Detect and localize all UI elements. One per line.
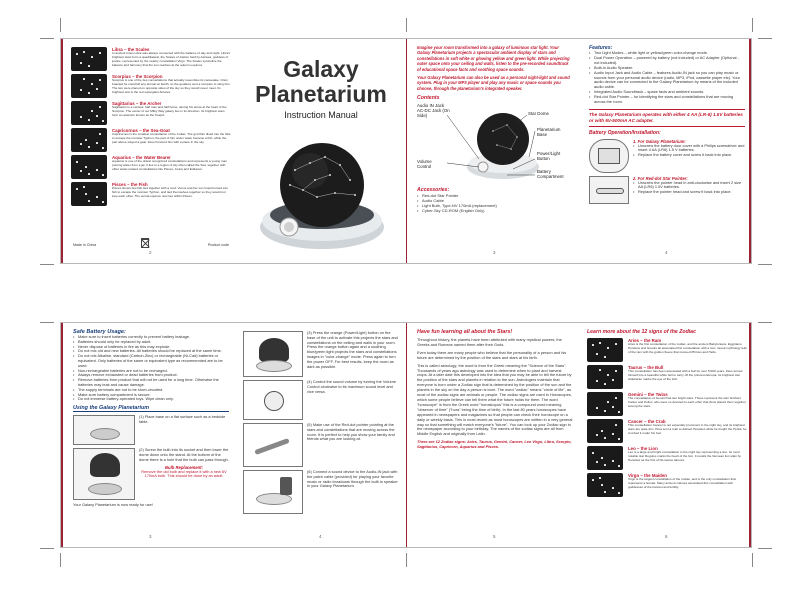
- crop-mark: [758, 322, 772, 323]
- power-note-box: [589, 109, 745, 127]
- battery-diagram-1: [589, 139, 629, 173]
- zodiac-sign-entry: [71, 128, 231, 152]
- accessories-heading: Accessories:: [417, 187, 450, 194]
- bulb-heading: Bulb Replacement:: [165, 464, 203, 470]
- sign-description: Aquarius is one of the oldest recognized constellations and represents a young man pouring water from a jar. It lies in a region of sky often called the Sea, together with other water-related constellations like Pisces, Cetus and Eridanus.: [112, 159, 227, 171]
- zodiac-sign-entry: [71, 101, 231, 125]
- cover-subtitle: Instruction Manual: [284, 110, 358, 120]
- sign-description: Scorpius is one of the few constellations that actually resembles its namesake. Orion boasted he could kill any animal on Earth, so the goddess sent a scorpion to sting him. The two were placed on opposite sides of the sky so they would never meet. Its brightest star is the red supergiant Antares.: [112, 78, 231, 94]
- cover-title-line1: Galaxy: [283, 56, 359, 82]
- cover-title-line2: Planetarium: [255, 81, 387, 107]
- astrology-heading: Have fun learning all about the Stars!: [417, 329, 513, 335]
- step1-illustration: [73, 415, 135, 445]
- ready-text: Your Galaxy Planetarium is now ready for use!: [73, 502, 153, 508]
- sign-description: Sagittarius is a centaur, half man and half horse, aiming his arrow at the heart of the Scorpion. The center of our Milky Way galaxy lies in its direction. Its brightest stars form an asterism known as the Teapot.: [112, 105, 227, 117]
- sign-description: This constellation has been associated with a bull for over 5,000 years. Zeus turned himself into a beautiful white bull to carry off the princess Europa. Its brightest star Aldebaran marks the eye of the bull.: [628, 369, 743, 381]
- crop-mark: [40, 322, 54, 323]
- zodiac-sign-entry: [587, 365, 747, 389]
- list-item: • Never dispose of batteries in fire as this may explode.: [73, 345, 229, 350]
- list-item: • Cyber-Sky CD-ROM (English Only): [417, 208, 573, 213]
- sign-description: The constellation of Gemini has two bright stars. These represent the twin brothers Castor and Pollux, who were so devoted to each other that Zeus placed them together among the stars.: [628, 396, 746, 408]
- page-number: 4: [665, 250, 668, 255]
- using-step-2: (2) Screw the bulb into its socket and then lower the dome down onto the stand. At the bottom of the dome there is a hole that the bulb can pass through.: [139, 447, 229, 462]
- spread-top: [60, 38, 752, 264]
- constellation-image: [587, 446, 623, 470]
- step3-illustration: [243, 331, 303, 377]
- astrology-p1: Throughout history, the planets have been attributed with many mystical powers; the Greeks and Romans named them after their Gods.: [417, 337, 562, 347]
- constellation-image: [71, 101, 107, 125]
- sign-name: Libra – the Scales: [112, 47, 150, 52]
- page-number: 6: [665, 534, 668, 539]
- list-item: • Two Light Modes – white light or yellow/green color-change mode.: [589, 51, 745, 56]
- sign-list: [587, 338, 747, 497]
- using-step-3: (3) Press the orange (Power/Light) button on the base of the unit to activate this projects the stars and constellations on the ceiling and walls in your room. Press the orange button again and a soothing blue/green light projects the stars and constellations images in "color-change" mode. Press again to turn the power OFF. For best results, keep the room as dark as possible.: [307, 330, 398, 369]
- list-item: • Remove batteries from product that will not be used for a long time. Otherwise the batteries may leak and cause damage.: [73, 378, 229, 388]
- contents-heading: Contents: [417, 95, 440, 102]
- bulb-text: Remove the old bulb and replace it with a new 6V 170mA bulb. This should be done by an adult.: [141, 468, 227, 479]
- battery-diagram-2: [589, 176, 629, 204]
- intro-paragraph-1: Imagine your room transformed into a galaxy of luminous star light. Your Galaxy Planetarium projects a spectacular ambient display of stars and constellations in soft white or glowing yellow and green light. While projecting outer space onto your ceiling and walls, listen to the pre-recorded soundtrack of educational space facts and soothing space sounds.: [417, 45, 570, 72]
- sign-description: Aries is the first constellation of the zodiac, and the ancient Babylonians, Egyptians, Persians and Greeks all associated this constellation with a ram. Greek mythology tells of the ram with the golden fleece that rescued Phrixus and Helle.: [628, 342, 747, 354]
- label-volume-control: Volume Control: [417, 159, 432, 170]
- sign-description: Capricornus is the smallest constellation of the zodiac. The god Pan dived into the Nile to escape the monster Typhon; the part of him under water became a fish, while the part above stayed a goat. Zeus honored him with a place in the sky.: [112, 132, 231, 144]
- battery-heading: Battery Operation/Installation:: [589, 129, 661, 136]
- step2-heading: 2. For Red-dot Star Pointer:: [633, 175, 688, 181]
- sign-name: Capricornus – the Sea-Goat: [112, 128, 170, 133]
- list-item: • Make sure to insert batteries correctly to prevent battery leakage.: [73, 335, 229, 340]
- planetarium-image: [255, 135, 389, 255]
- sign-name: Leo – the Lion: [628, 446, 658, 451]
- step4-illustration: [243, 380, 303, 420]
- list-item: • Always remove exhausted or dead batteries from product.: [73, 373, 229, 378]
- astrology-p3: This is called astrology; the word is from the Greek meaning the "Science of the Stars". Thousands of years ago astrology was used to determine when to plant and harvest crops. At a later date this developed into the idea that you may be able to tell the future by the position of the stars and planets in relation to the sun. Astrologers maintain that everyone is born under a Zodiac sign that is determined by the position of the sun and the planets in the sky on the day a person is born. The word "zodiac" means "circle of life", as most of the zodiac signs are animals or people. The zodiac signs are used in Horoscopes, which some people believe can tell them what the future holds for them. The word "horoscope" is from the Greek word "horoskopos" this is a compound word meaning "observer of time" ("hora" being the time of birth). In the last 80 years horoscopes have appeared in newspapers and magazines so that people can check their horoscope on a daily or weekly basis. This is most recent as most horoscopes are written in a very general way so that something will match everyone's "future". You can look up your Zodiac sign in the newspaper according to your birthday. The names of the zodiac signs are all from Middle English and originally from Latin.: [417, 362, 573, 437]
- page-number: 4: [319, 534, 322, 539]
- features-heading: Features:: [589, 45, 613, 51]
- label-audio-jack: Audio IN Jack AC-DC Jack (On Side): [417, 103, 450, 119]
- safety-list: [73, 335, 229, 402]
- contents-diagram: [417, 101, 573, 187]
- crop-mark: [758, 38, 772, 39]
- label-power-button: Power/Light Button: [537, 151, 561, 162]
- zodiac-sign-entry: [587, 419, 747, 443]
- list-item: • Batteries should only be replaced by adult.: [73, 340, 229, 345]
- zodiac-heading: Learn more about the 12 signs of the Zodiac: [587, 329, 696, 335]
- sign-name: Pisces – the Fish: [112, 182, 148, 187]
- crop-mark: [40, 548, 54, 549]
- zodiac-sign-entry: [71, 155, 231, 179]
- sign-name: Scorpius – the Scorpion: [112, 74, 163, 79]
- crop-mark: [406, 18, 407, 32]
- sign-description: Pisces shows two fish tied together with a cord. Venus and her son Cupid turned into fish to escape the monster Typhon, and tied themselves together so they would not lose each other. The vernal equinox now lies within Pisces.: [112, 186, 228, 198]
- using-heading: Using the Galaxy Planetarium: [73, 405, 229, 412]
- page-number: 3: [493, 250, 496, 255]
- page-intro: [417, 45, 573, 257]
- crop-mark: [752, 553, 753, 567]
- list-item: • Audio Cable: [417, 198, 573, 203]
- list-item: • Replace the battery cover and screw it back into place.: [633, 153, 745, 158]
- made-in-label: Made in China: [73, 243, 97, 248]
- list-item: • Audio Input Jack and Audio Cable – features Audio-IN jack so you can play music or sounds from your personal audio device (radio, MP3, iPod, cassette player etc). Your audio device can be connected to the Galaxy Planetarium by means of the included audio cable.: [589, 71, 745, 91]
- constellation-image: [587, 473, 623, 497]
- crop-mark: [758, 548, 772, 549]
- features-list: [589, 51, 745, 105]
- crop-mark: [60, 553, 61, 567]
- step2-list: [633, 181, 745, 196]
- list-item: • Non-rechargeable batteries are not to be recharged.: [73, 369, 229, 374]
- page-number: 3: [149, 534, 152, 539]
- list-item: • Dual Power Operation – powered by battery (not included) or AC Adapter (Optional - not included).: [589, 56, 745, 66]
- zodiac-sign-entry: [587, 338, 747, 362]
- list-item: • Light Bulb, Type-NV 170mA (replacement): [417, 203, 573, 208]
- page-features: [589, 45, 745, 257]
- sign-name: Aries – the Ram: [628, 338, 662, 343]
- intro-paragraph-2: Your Galaxy Planetarium can also be used as a personal night-light and sound system. Plug in your MP3 player and play any music or space sounds you choose, through the planetarium's integrated speaker.: [417, 75, 570, 91]
- list-item: • Do not immerse battery-operated toys. Wipe clean only.: [73, 397, 229, 402]
- astrology-p2: Even today there are many people who believe that the personality of a person and his future are determined by the position of the stars and stars at his birth.: [417, 349, 567, 360]
- constellation-image: [71, 155, 107, 179]
- constellation-image: [587, 419, 623, 443]
- list-item: • Integrated Audio Soundtrack – space facts and ambient sounds.: [589, 90, 745, 95]
- list-item: • Red-dot Star Pointer – for identifying the stars and constellations that are moving across the room.: [589, 95, 745, 105]
- zodiac-sign-entry: [71, 47, 231, 71]
- step5-illustration: [243, 423, 303, 467]
- product-code: Product code: [207, 243, 229, 248]
- constellation-image: [71, 128, 107, 152]
- list-item: • Unscrew the pointer head in anti-clockwise and insert 2 size AA (LR6) 1.5V batteries.: [633, 181, 745, 191]
- power-note: The Galaxy Planetarium operates with either 4 AA (LR-6) 1.5V batteries or with 6V-500mA AC adapter.: [589, 111, 743, 123]
- zodiac-sign-entry: [587, 446, 747, 470]
- crop-mark: [60, 18, 61, 32]
- sign-description: In ancient times Libra was always connected with the balance of day and night. Libra's brightest stars form a quadrilateral, the Scales of Justice held by Astraea, goddess of justice, represented by the nearby constellation Virgo. The Scales symbolize the balance and harmony that the sun reaches at the autumn equinox.: [112, 51, 231, 67]
- sign-name: Virgo – the Maiden: [628, 473, 667, 478]
- label-planetarium-base: Planetarium Base: [537, 127, 561, 138]
- crop-mark: [758, 264, 772, 265]
- step1-heading: 1. For Galaxy Planetarium:: [633, 138, 686, 144]
- list-item: • Do not mix old and new batteries. All batteries should be replaced at the same time.: [73, 349, 229, 354]
- step6-illustration: [243, 470, 303, 514]
- page-cover: [243, 45, 399, 257]
- constellation-image: [71, 47, 107, 71]
- page-safety: [73, 329, 229, 541]
- using-step-1: (1) Place base on a flat surface such as a bedside table.: [139, 414, 226, 424]
- sign-name: Cancer – the Crab: [628, 419, 666, 424]
- crop-mark: [752, 18, 753, 32]
- page-number: 2: [149, 250, 152, 255]
- constellation-image: [587, 365, 623, 389]
- label-battery-compartment: Battery Compartment: [537, 169, 564, 180]
- zodiac-sign-entry: [71, 182, 231, 206]
- constellation-image: [587, 338, 623, 362]
- list-item: • Red-dot Star Pointer: [417, 193, 573, 198]
- list-item: • Replace the pointer head and screw it back into place.: [633, 190, 745, 195]
- step1-list: [633, 144, 745, 159]
- constellation-image: [587, 392, 623, 416]
- sign-name: Sagittarius – the Archer: [112, 101, 162, 106]
- astrology-p4: There are 12 Zodiac signs: Aries, Taurus, Gemini, Cancer, Leo Virgo, Libra, Scorpio, Sagittarius, Capricorn, Aquarius and Pisces.: [417, 439, 572, 450]
- crop-mark: [40, 38, 54, 39]
- using-step-4: (4) Control the sound volume by turning the Volume Control clockwise to its maximum sound level and vice versa.: [307, 379, 396, 394]
- crop-mark: [406, 553, 407, 567]
- sign-description: Leo is a large and bright constellation in the night sky representing a lion. Its most notable star Regulus marks the heart of the lion. It recalls the Nemean lion slain by Heracles as the first of his twelve labours.: [628, 450, 741, 462]
- crop-mark: [40, 264, 54, 265]
- spread-bottom: [60, 322, 752, 548]
- list-item: • Make sure battery compartment is secure.: [73, 393, 229, 398]
- sign-description: Virgo is the largest constellation of the zodiac, and is the only constellation that represents a female. Many ancient cultures associated this constellation with goddesses of the harvest and fertility.: [628, 477, 736, 489]
- list-item: • Do not mix Alkaline, standard (Carbon-Zinc) or rechargeable (Ni-Cad) batteries or equivalent. Only batteries of the same or equivalent type as recommended are to be used.: [73, 354, 229, 368]
- page-zodiac-back: [71, 45, 231, 257]
- page-using: [243, 329, 399, 541]
- sign-name: Gemini – the Twins: [628, 392, 668, 397]
- weee-bin-icon: [141, 238, 149, 248]
- sign-name: Aquarius – the Water Bearer: [112, 155, 171, 160]
- page-zodiac-front: [587, 329, 747, 541]
- using-step-5: (5) Make use of the Red-dot pointer pointing at the stars and constellations that are moving across the room. It is perfect to help you show your family and friends what you are looking at.: [307, 422, 395, 442]
- zodiac-sign-entry: [587, 473, 747, 497]
- constellation-image: [71, 182, 107, 206]
- accessories-list: [417, 193, 573, 213]
- sign-list: [71, 45, 231, 206]
- list-item: • The supply terminals are not to be short-circuited.: [73, 388, 229, 393]
- list-item: • Unscrew the battery door cover with a Philips screwdriver and insert 4 AA (LR6) 1.5 V batteries.: [633, 144, 745, 154]
- zodiac-sign-entry: [71, 74, 231, 98]
- label-star-dome: Star Dome: [528, 111, 549, 117]
- sign-name: Taurus – the Bull: [628, 365, 664, 370]
- using-step-6: (6) Connect a sound device to the Audio-IN jack with the patch cable (provided) for playing your favorite music or radio broadcast through the built-in speaker in your Galaxy Planetarium.: [307, 469, 398, 489]
- page-number: 5: [493, 534, 496, 539]
- sign-description: This constellation Cancer is not especially prominent in the night sky, and its brightest stars are quite dim. Hera sent a crab to distract Heracles while he fought the Hydra; he crushed it under his foot.: [628, 423, 747, 435]
- step2-illustration: [73, 448, 135, 500]
- safety-heading: Safe Battery Usage:: [73, 329, 126, 335]
- list-item: • Built-in Audio Speaker.: [589, 66, 745, 71]
- constellation-image: [71, 74, 107, 98]
- page-astrology: [417, 329, 573, 541]
- zodiac-sign-entry: [587, 392, 747, 416]
